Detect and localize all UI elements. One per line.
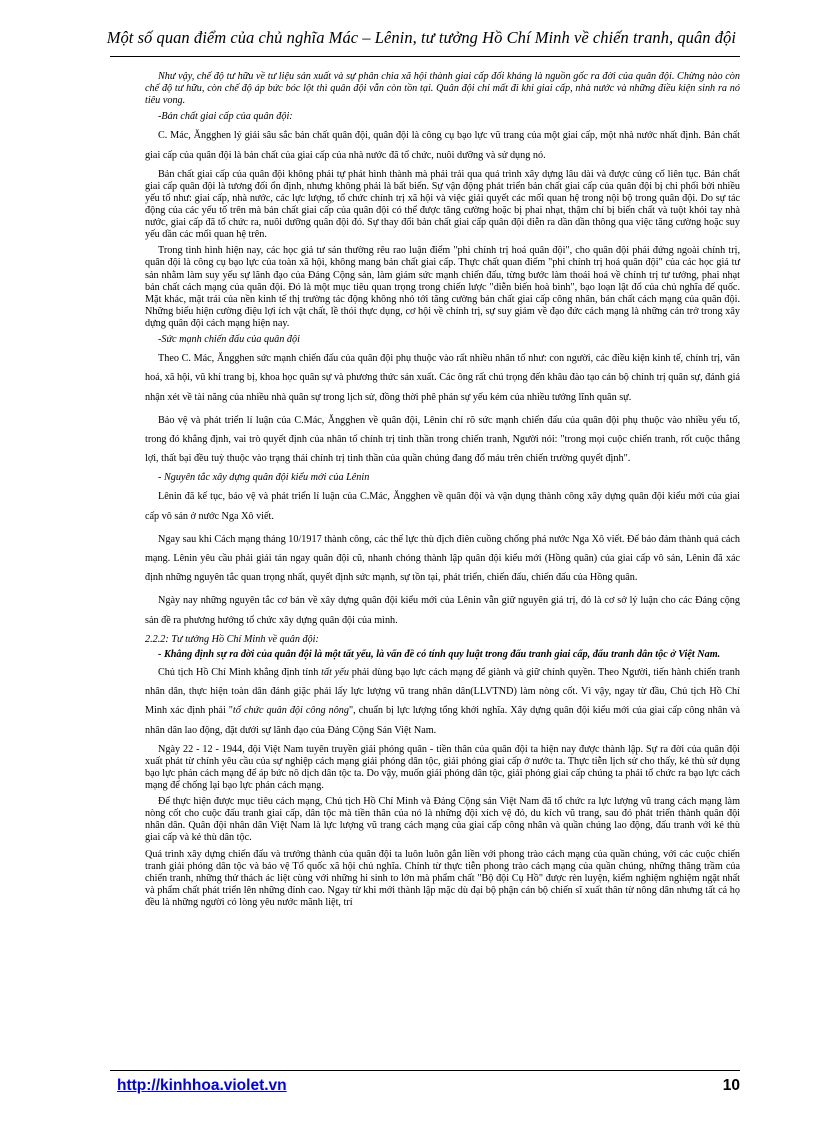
paragraph-october-revolution: Ngay sau khi Cách mạng tháng 10/1917 thành công, các thế lực thù địch điên cuồng chống phá nước Nga Xô viết. Để bảo đảm thành quả cách mạng. Lênin yêu cầu phải giải tán ngay quân đội cũ, nhanh chóng thành lập quân đội kiểu mới (Hồng quân) của giai cấp vô sản, Lênin đã xác định những nguyên tắc quan trọng nhất, quyết định sức mạnh, sự tồn tại, phát triển, chiến đấu, chiến đấu của Hồng quân.: [145, 533, 740, 584]
header-divider: [110, 56, 740, 57]
paragraph-principles-today: Ngày nay những nguyên tắc cơ bản về xây dựng quân đội kiểu mới của Lênin vẫn giữ nguyên giá trị, đó là cơ sở lý luận cho các Đảng cộng sản đề ra phương hướng tổ chức xây dựng quân đội của mình.: [145, 595, 740, 626]
paragraph-intro: Như vậy, chế độ tư hữu về tư liệu sản xuất và sự phân chia xã hội thành giai cấp đối kháng là nguồn gốc ra đời của quân đội. Chừng nào còn chế độ tư hữu, còn chế độ áp bức bóc lột thì quân đội vẫn còn tồn tại. Quân đội chỉ mất đi khi giai cấp, nhà nước và những điều kiện sinh ra nó tiêu vong.: [145, 71, 740, 107]
section-heading-ho-chi-minh: 2.2.2: Tư tưởng Hồ Chí Minh về quân đội:: [145, 633, 319, 645]
paragraph-lenin-continuation: Lênin đã kế tục, bảo vệ và phát triển lí luận của C.Mác, Ăngghen về quân đội và vận dụng thành công xây dựng quân đội kiểu mới của giai cấp vô sản ở nước Nga Xô viết.: [145, 491, 740, 522]
paragraph-armed-forces-core: Để thực hiện được mục tiêu cách mạng, Chủ tịch Hồ Chí Minh và Đảng Cộng sản Việt Nam đã tổ chức ra lực lượng vũ trang cách mạng làm nòng cốt cho cuộc đấu tranh giai cấp, dân tộc mà tiền thân của nó là những đội xích vệ đỏ, du kích vũ trang, sau đó phát triển thành quân đội nhân dân. Quân đội nhân dân Việt Nam là lực lượng vũ trang cách mạng của giai cấp công nhân và quần chúng lao động, đấu tranh với kẻ thù giai cấp và kẻ thù dân tộc.: [145, 796, 740, 844]
page-number: 10: [722, 1077, 740, 1094]
heading-inevitability: - Khẳng định sự ra đời của quân đội là một tất yếu, là vấn đề có tính quy luật trong đấu tranh giai cấp, đấu tranh dân tộc ở Việt Nam.: [158, 648, 721, 660]
emphasis-text: tổ chức quân đội công nông: [232, 705, 349, 717]
emphasis-text: tất yếu: [321, 667, 349, 679]
paragraph-class-nature-development: Bản chất giai cấp của quân đội không phải tự phát hình thành mà phải trải qua quá trình xây dựng lâu dài và được củng cố liên tục. Bản chất giai cấp quân đội là tương đối ổn định, nhưng không phải là bất biến. Sự vận động phát triển bản chất giai cấp của quân đội bị chi phối bởi nhiều yếu tố như: giai cấp, nhà nước, các lực lượng, tổ chức chính trị xã hội và việc giải quyết các mối quan hệ trong nội bộ trong quân đội. Do sự tác động của các yếu tố trên mà bản chất giai cấp của quân đội có thể được tăng cường hoặc bị phai nhạt, thậm chí bị biến chất và tuột khỏi tay nhà nước, giai cấp đã tổ chức ra, nuôi dưỡng quân đội đó. Sự thay đổi bản chất giai cấp quân đội diễn ra dần dần thông qua việc tăng cường hoặc suy yếu dần các mối quan hệ trên.: [145, 168, 740, 241]
website-link[interactable]: http://kinhhoa.violet.vn: [117, 1077, 287, 1094]
paragraph-army-growth: Quá trình xây dựng chiến đấu và trưởng thành của quân đội ta luôn luôn gắn liền với phong trào cách mạng của quần chúng, với các cuộc chiến tranh giải phóng dân tộc và bảo vệ Tổ quốc xã hội chủ nghĩa. Chính từ thực tiễn phong trào cách mạng của quần chúng, những thăng trầm của chiến tranh, những thử thách ác liệt cùng với những hi sinh to lớn mà phẩm chất "Bộ đội Cụ Hồ" được rèn luyện, kiểm nghiệm nghiệm ngặt nhất và phẩm chất phát triển lên những đỉnh cao. Ngay từ khi mới thành lập mặc dù đại bộ phận cán bộ chiến sĩ xuất thân từ nông dân nhưng tất cả họ đều là những người có lòng yêu nước mãnh liệt, trí: [145, 848, 740, 908]
paragraph-marx-engels-nature: C. Mác, Ăngghen lý giải sâu sắc bản chất quân đội, quân đội là công cụ bạo lực vũ trang của một giai cấp, một nhà nước nhất định. Bản chất giai cấp của quân đội là bản chất của giai cấp của nhà nước đã tổ chức, nuôi dưỡng và sử dụng nó.: [145, 130, 740, 161]
paragraph-founding-1944: Ngày 22 - 12 - 1944, đội Việt Nam tuyên truyền giải phóng quân - tiền thân của quân đội ta hiện nay được thành lập. Sự ra đời của quân đội xuất phát từ chính yêu cầu của sự nghiệp cách mạng giải phóng dân tộc, giải phóng giai cấp ở nước ta. Thực tiễn lịch sử cho thấy, kẻ thù sử dụng bạo lực phản cách mạng để áp bức nô dịch dân tộc ta. Do vậy, muốn giải phóng dân tộc, giải phóng giai cấp chúng ta phải tổ chức ra bạo lực cách mạng để chống lại bạo lực phản cách mạng.: [145, 743, 740, 792]
footer-divider: [110, 1070, 740, 1071]
header-title: Một số quan điểm của chủ nghĩa Mác – Lênin, tư tưởng Hồ Chí Minh về chiến tranh, quân đội: [106, 28, 736, 47]
page-body: [145, 71, 740, 913]
paragraph-lenin-combat-strength: Bảo vệ và phát triển lí luận của C.Mác, Ăngghen về quân đội, Lênin chỉ rõ sức mạnh chiến đấu của quân đội phụ thuộc vào nhiều yếu tố, trong đó khẳng định, vai trò quyết định của nhân tố chính trị tinh thần trong chiến tranh, Người nói: "trong mọi cuộc chiến tranh, rốt cuộc thắng lợi, thất bại đều tuỳ thuộc vào trạng thái chính trị tinh thần của quần chúng đang đổ máu trên chiến trường quyết định".: [145, 414, 740, 465]
text-run: phải dùng bạo lực cách mạng để giành và giữ chính quyền. Theo Người, tiến hành chiến tranh nhân dân, thực hiện toàn dân đánh giặc phải lấy lực lượng vũ trang nhân dân(LLVTND) làm nòng cốt. Vì vậy, ngay từ đầu, Chủ tịch Hồ Chí Minh xác định phải ": [145, 667, 740, 717]
paragraph-depoliticization: Trong tình hình hiện nay, các học giả tư sản thường rêu rao luận điểm "phi chính trị hoá quân đội", cho quân đội phải đứng ngoài chính trị, quân đội là công cụ bạo lực của toàn xã hội, không mang bản chất giai cấp. Thực chất quan điểm "phi chính trị hoá quân đội" của các học giả tư sản nhằm làm suy yếu sự lãnh đạo của Đảng Cộng sản, làm giảm sức mạnh chiến đấu, từng bước làm thoái hoá về chính trị tư tưởng, phai nhạt bản chất cách mạng của quân đội. Đó là một mục tiêu quan trọng trong chiến lược "diễn biến hoà bình", bạo loạn lật đổ của chủ nghĩa đế quốc. Mặt khác, mặt trái của nền kinh tế thị trường tác động không nhỏ tới tăng cường bản chất giai cấp công nhân, bản chất cách mạng của quân đội. Những biểu hiện cường điệu lợi ích vật chất, lề thói thực dụng, cơ hội về chính trị, sự suy giảm về đạo đức cách mạng là những cản trở trong xây dựng quân đội cách mạng hiện nay.: [145, 245, 740, 329]
paragraph-combat-strength-factors: Theo C. Mác, Ăngghen sức mạnh chiến đấu của quân đội phụ thuộc vào rất nhiều nhân tố như: con người, các điều kiện kinh tế, chính trị, văn hoá, xã hội, vũ khí trang bị, khoa học quân sự và phương thức sản xuất. Các ông rất chú trọng đến khâu đào tạo cán bộ chính trị quân sự, đánh giá nhận xét về tài năng của nhiều nhà quân sự trong lịch sử, đồng thời phê phán sự yếu kém của nhiều tướng lĩnh quân sự.: [145, 353, 740, 403]
heading-class-nature: -Bản chất giai cấp của quân đội:: [158, 111, 293, 123]
text-run: Chủ tịch Hồ Chí Minh khẳng định tính: [158, 667, 322, 679]
paragraph-revolutionary-violence: [145, 663, 740, 740]
text-run: ", chuẩn bị lực lượng tổng khởi nghĩa. Xây dựng quân đội kiểu mới của giai cấp công nhân và nhân dân lao động, đặt dưới sự lãnh đạo của Đảng Cộng Sản Việt Nam.: [145, 705, 740, 736]
heading-combat-strength: -Sức mạnh chiến đấu của quân đội: [158, 334, 300, 345]
page-header: [0, 28, 816, 52]
heading-lenin-principles: - Nguyên tắc xây dựng quân đội kiểu mới của Lênin: [158, 472, 370, 484]
